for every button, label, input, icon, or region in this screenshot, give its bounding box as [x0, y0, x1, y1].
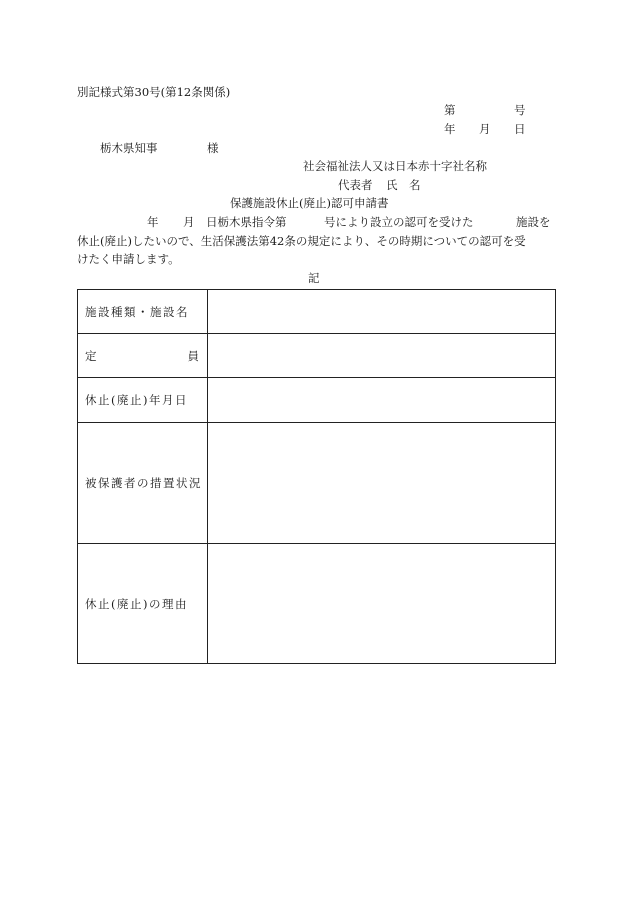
applicant-rep-label: 代表者 — [338, 178, 373, 192]
facility-type-name-field[interactable] — [208, 290, 556, 334]
body-month: 月 — [183, 215, 195, 229]
capacity-field[interactable] — [208, 334, 556, 378]
body-year: 年 — [147, 215, 159, 229]
table-row — [78, 423, 556, 544]
facility-type-name-label: 施設種類・施設名 — [78, 290, 208, 334]
body-order-text: 日栃木県指令第 — [206, 215, 287, 229]
protected-persons-status-field[interactable] — [208, 423, 556, 544]
applicant-name-label-2: 名 — [409, 178, 421, 192]
addressee-honorific: 様 — [207, 141, 219, 155]
suspension-reason-label: 休止(廃止)の理由 — [78, 544, 208, 664]
capacity-label-b: 員 — [187, 348, 199, 363]
date-year: 年 — [444, 122, 456, 136]
capacity-label-a: 定 — [85, 348, 97, 363]
body-line-3: けたく申請します。 — [77, 252, 180, 266]
table-row — [78, 544, 556, 664]
table-row — [78, 378, 556, 423]
body-facility-text: 施設を — [516, 215, 551, 229]
doc-number-go: 号 — [514, 103, 526, 117]
applicant-corp-label: 社会福祉法人又は日本赤十字社名称 — [303, 159, 487, 173]
doc-number-dai: 第 — [444, 103, 456, 117]
applicant-name-label: 氏 — [386, 178, 398, 192]
suspension-date-field[interactable] — [208, 378, 556, 423]
ki-heading: 記 — [308, 271, 320, 285]
document-title: 保護施設休止(廃止)認可申請書 — [230, 196, 389, 210]
capacity-label-cell — [78, 334, 208, 378]
form-reference: 別記様式第30号(第12条関係) — [77, 85, 231, 99]
table-row — [78, 290, 556, 334]
suspension-reason-field[interactable] — [208, 544, 556, 664]
date-month: 月 — [479, 122, 491, 136]
application-table — [77, 289, 556, 664]
protected-persons-status-label: 被保護者の措置状況 — [78, 423, 208, 544]
addressee-name: 栃木県知事 — [100, 141, 158, 155]
date-day: 日 — [514, 122, 526, 136]
body-after-text: 号により設立の認可を受けた — [324, 215, 474, 229]
suspension-date-label: 休止(廃止)年月日 — [78, 378, 208, 423]
body-line-2: 休止(廃止)したいので、生活保護法第42条の規定により、その時期についての認可を受 — [77, 234, 526, 248]
table-row — [78, 334, 556, 378]
